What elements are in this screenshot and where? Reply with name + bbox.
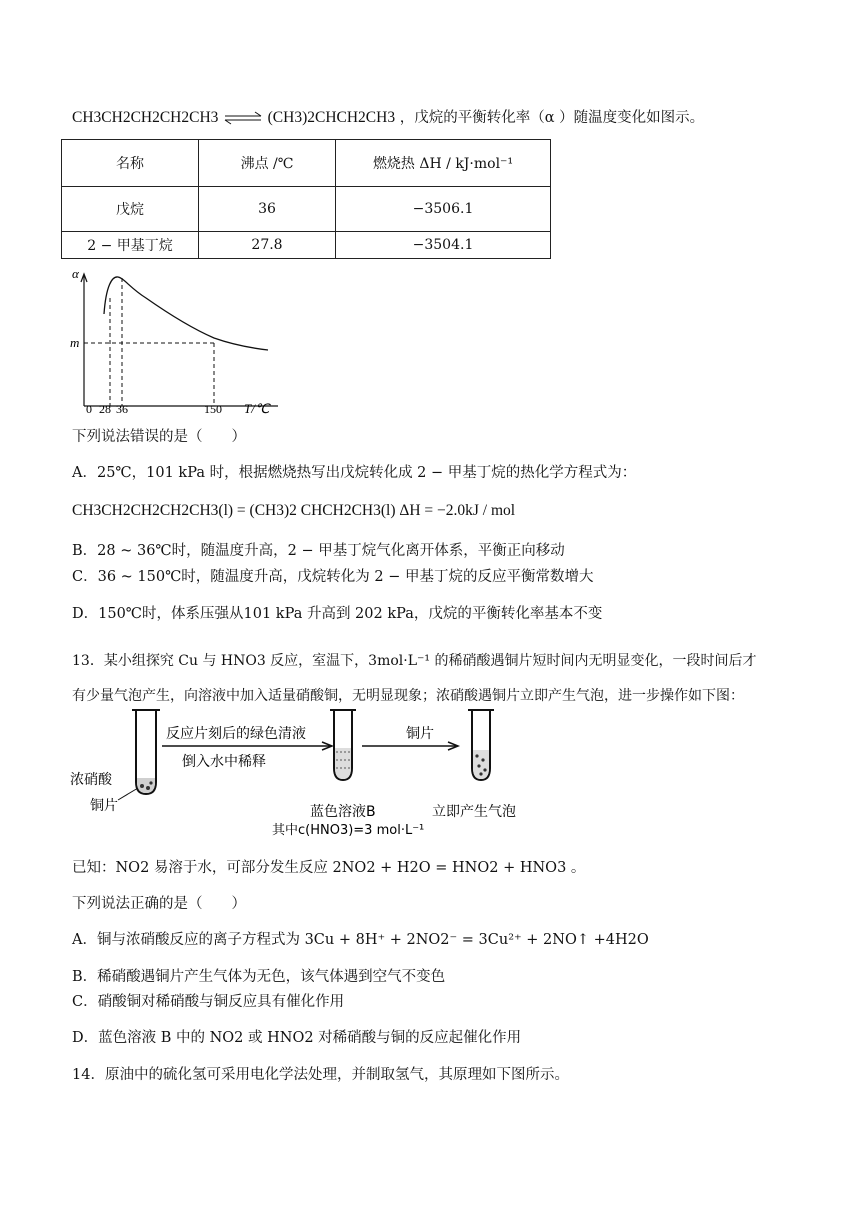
intro-text: ，戊烷的平衡转化率（α ）随温度变化如图示。 bbox=[399, 110, 705, 126]
table-cell: −3504.1 bbox=[336, 232, 551, 259]
q13-option-c: C．硝酸铜对稀硝酸与铜反应具有催化作用 bbox=[72, 994, 345, 1010]
product-formula: (CH3)2CHCH2CH3 bbox=[267, 109, 396, 126]
table-cell: 27.8 bbox=[199, 232, 336, 259]
q13-option-d: D．蓝色溶液 B 中的 NO2 或 HNO2 对稀硝酸与铜的反应起催化作用 bbox=[72, 1030, 522, 1046]
x-tick-28: 28 bbox=[99, 402, 111, 416]
table-header: 名称 bbox=[62, 140, 199, 187]
conversion-curve bbox=[104, 277, 268, 350]
test-tube-2 bbox=[330, 710, 356, 780]
q13-line2: 有少量气泡产生，向溶液中加入适量硝酸铜，无明显现象；浓硝酸遇铜片立即产生气泡，进一步操作如下图： bbox=[72, 688, 744, 704]
table-cell: 戊烷 bbox=[62, 187, 199, 232]
table-cell: −3506.1 bbox=[336, 187, 551, 232]
table-row bbox=[62, 187, 551, 232]
table-header: 沸点 /℃ bbox=[199, 140, 336, 187]
test-tube-1 bbox=[132, 710, 160, 794]
table-cell: 2 − 甲基丁烷 bbox=[62, 232, 199, 259]
y-axis-label: α bbox=[72, 266, 79, 281]
q12-option-a-equation: CH3CH2CH2CH2CH3(l) = (CH3)2 CHCH2CH3(l) ΔH = −2.0kJ / mol bbox=[72, 502, 516, 519]
tube1-label-acid: 浓硝酸 bbox=[70, 772, 112, 788]
q13-stem: 下列说法正确的是（ ） bbox=[72, 896, 246, 912]
table-header: 燃烧热 ΔH / kJ·mol⁻¹ bbox=[336, 140, 551, 187]
q13-option-b: B．稀硝酸遇铜片产生气体为无色，该气体遇到空气不变色 bbox=[72, 969, 446, 985]
q14-line1: 14．原油中的硫化氢可采用电化学法处理，并制取氢气，其原理如下图所示。 bbox=[72, 1067, 569, 1083]
q12-option-d: D．150℃时，体系压强从101 kPa 升高到 202 kPa，戊烷的平衡转化率基本不变 bbox=[72, 606, 603, 622]
q13-line1: 13．某小组探究 Cu 与 HNO3 反应，室温下，3mol·L⁻¹ 的稀硝酸遇铜片短时间内无明显变化，一段时间后才 bbox=[72, 653, 757, 669]
x-tick-36: 36 bbox=[116, 402, 128, 416]
reactant-formula: CH3CH2CH2CH2CH3 bbox=[72, 109, 219, 126]
q12-option-a: A．25℃，101 kPa 时，根据燃烧热写出戊烷转化成 2 − 甲基丁烷的热化学方程式为： bbox=[72, 465, 637, 481]
experiment-scheme bbox=[70, 704, 550, 842]
intro-line bbox=[72, 106, 704, 127]
y-marker-m: m bbox=[70, 335, 80, 350]
table-row bbox=[62, 232, 551, 259]
x-tick-150: 150 bbox=[204, 402, 222, 416]
arrow1-bottom-label: 倒入水中稀释 bbox=[182, 754, 266, 770]
q12-option-c: C．36 ~ 150℃时，随温度升高，戊烷转化为 2 − 甲基丁烷的反应平衡常数增大 bbox=[72, 569, 594, 585]
conversion-temperature-graph bbox=[66, 266, 286, 416]
table-cell: 36 bbox=[199, 187, 336, 232]
arrow2-top-label: 铜片 bbox=[406, 726, 434, 742]
q13-known: 已知：NO2 易溶于水，可部分发生反应 2NO2 + H2O = HNO2 + HNO3 。 bbox=[72, 860, 586, 876]
x-axis-label: T/℃ bbox=[244, 401, 270, 416]
properties-table bbox=[61, 139, 551, 259]
test-tube-3 bbox=[468, 710, 494, 780]
tube2-label-concentration: 其中c(HNO3)=3 mol·L⁻¹ bbox=[272, 823, 425, 838]
q12-option-b: B．28 ~ 36℃时，随温度升高，2 − 甲基丁烷气化离开体系，平衡正向移动 bbox=[72, 543, 565, 559]
tube1-label-copper: 铜片 bbox=[90, 798, 118, 814]
origin-label: 0 bbox=[86, 402, 92, 416]
table-header-row bbox=[62, 140, 551, 187]
tube3-label-bubbles: 立即产生气泡 bbox=[432, 804, 516, 820]
tube2-label-blue-solution: 蓝色溶液B bbox=[310, 804, 376, 820]
arrow1-top-label: 反应片刻后的绿色清液 bbox=[166, 726, 306, 742]
equilibrium-arrow-icon bbox=[223, 111, 263, 125]
q13-option-a: A．铜与浓硝酸反应的离子方程式为 3Cu + 8H⁺ + 2NO2⁻ = 3Cu²⁺ + 2NO↑ +4H2O bbox=[72, 932, 649, 948]
q12-stem: 下列说法错误的是（ ） bbox=[72, 429, 246, 445]
